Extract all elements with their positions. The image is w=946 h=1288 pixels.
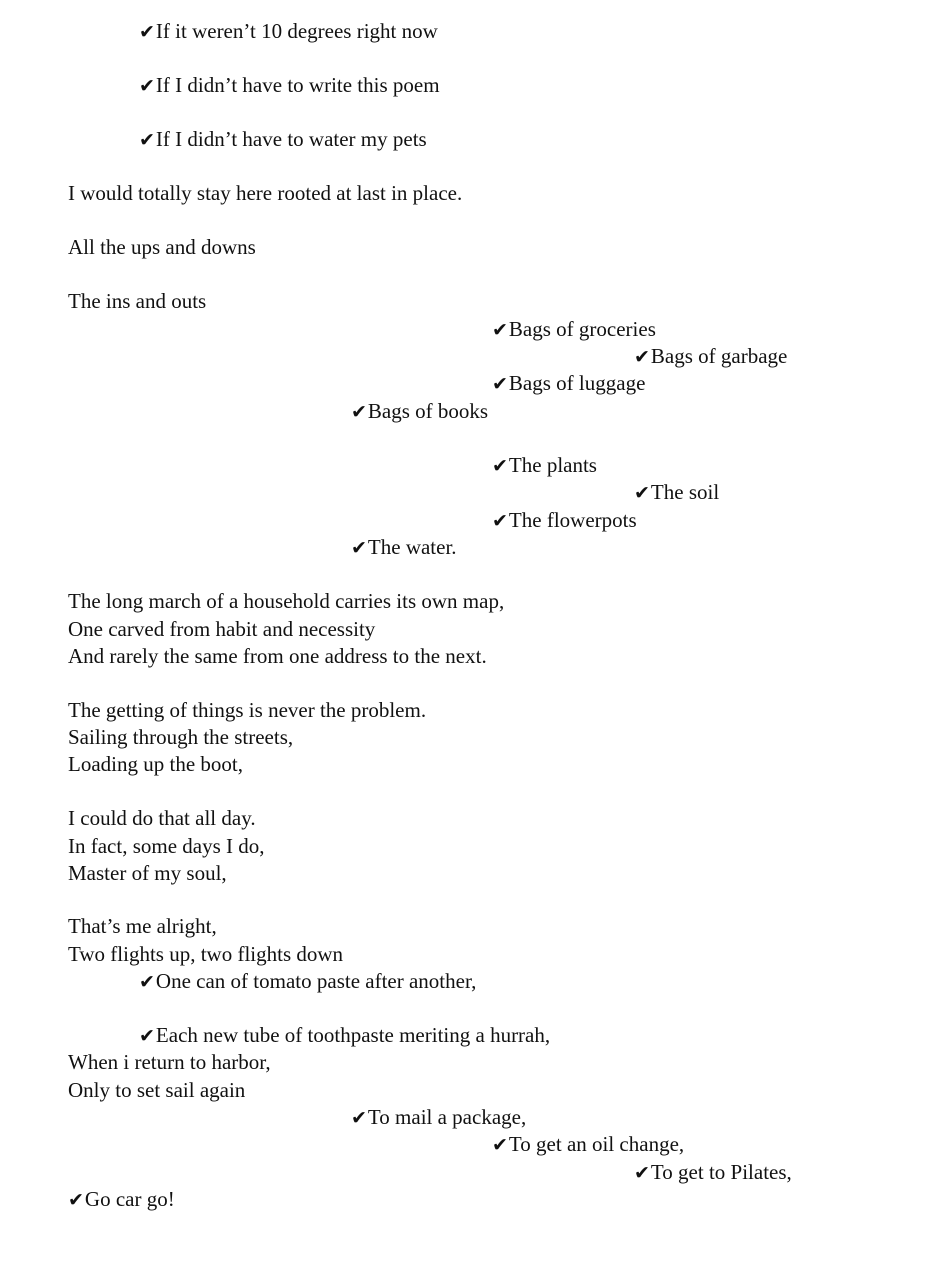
poem-line: [68, 291, 206, 312]
poem-line: [492, 1134, 684, 1155]
poem-line: [68, 619, 375, 640]
poem-line: [634, 346, 787, 367]
poem-line: [68, 646, 487, 667]
poem-line: [68, 863, 227, 884]
poem-line: [68, 237, 256, 258]
poem-line: [492, 373, 645, 394]
checkmark-icon: ✔: [492, 510, 508, 532]
poem-line-text: If I didn’t have to water my pets: [155, 127, 427, 151]
poem-line-text: One carved from habit and necessity: [68, 617, 376, 641]
poem-line: [634, 482, 719, 503]
checkmark-icon: ✔: [492, 455, 508, 477]
poem-line: [139, 75, 440, 96]
poem-line-text: Bags of luggage: [508, 371, 646, 395]
poem-line-text: All the ups and downs: [68, 235, 256, 259]
checkmark-icon: ✔: [351, 537, 367, 559]
poem-line-text: The flowerpots: [508, 508, 637, 532]
checkmark-icon: ✔: [139, 971, 155, 993]
poem-line-text: The soil: [650, 480, 720, 504]
poem-line-text: To mail a package,: [367, 1105, 527, 1129]
poem-line-text: And rarely the same from one address to the next.: [68, 644, 487, 668]
poem-line-text: Bags of garbage: [650, 344, 788, 368]
poem-line-text: Only to set sail again: [68, 1078, 246, 1102]
poem-line-text: The getting of things is never the problem.: [68, 698, 427, 722]
checkmark-icon: ✔: [139, 129, 155, 151]
poem-line: [351, 537, 457, 558]
poem-line-text: I would totally stay here rooted at last in place.: [68, 181, 463, 205]
poem-line: [351, 401, 488, 422]
poem-line-text: I could do that all day.: [68, 806, 256, 830]
poem-line-text: To get an oil change,: [508, 1132, 685, 1156]
checkmark-icon: ✔: [139, 21, 155, 43]
poem-line-text: Two flights up, two flights down: [68, 942, 344, 966]
poem-line: [492, 319, 656, 340]
poem-line: [68, 836, 265, 857]
poem-line-text: Loading up the boot,: [68, 752, 243, 776]
checkmark-icon: ✔: [634, 482, 650, 504]
poem-line: [68, 1052, 271, 1073]
poem-line: [634, 1162, 792, 1183]
checkmark-icon: ✔: [492, 1134, 508, 1156]
poem-line-text: One can of tomato paste after another,: [155, 969, 477, 993]
poem-line: [68, 727, 293, 748]
poem-line-text: Sailing through the streets,: [68, 725, 294, 749]
poem-line-text: To get to Pilates,: [650, 1160, 792, 1184]
poem-line: [68, 1189, 175, 1210]
poem-line: [139, 1025, 550, 1046]
poem-line-text: If it weren’t 10 degrees right now: [155, 19, 438, 43]
poem-line-text: When i return to harbor,: [68, 1050, 271, 1074]
poem-line: [68, 916, 217, 937]
checkmark-icon: ✔: [351, 401, 367, 423]
poem-line-text: That’s me alright,: [68, 914, 217, 938]
poem-line-text: Master of my soul,: [68, 861, 227, 885]
poem-line-text: Bags of groceries: [508, 317, 656, 341]
checkmark-icon: ✔: [634, 1162, 650, 1184]
poem-line: [68, 591, 504, 612]
poem-line: [68, 183, 462, 204]
poem-line: [68, 754, 243, 775]
poem-line: [139, 971, 476, 992]
checkmark-icon: ✔: [492, 319, 508, 341]
poem-line: [492, 510, 637, 531]
checkmark-icon: ✔: [139, 1025, 155, 1047]
poem-line-text: Each new tube of toothpaste meriting a hurrah,: [155, 1023, 551, 1047]
poem-line-text: The ins and outs: [68, 289, 207, 313]
poem-line: [139, 21, 438, 42]
poem-line-text: The long march of a household carries its own map,: [68, 589, 505, 613]
poem-line-text: In fact, some days I do,: [68, 834, 265, 858]
checkmark-icon: ✔: [139, 75, 155, 97]
poem-line-text: Bags of books: [367, 399, 489, 423]
poem-line: [68, 944, 343, 965]
poem-line: [68, 1080, 245, 1101]
checkmark-icon: ✔: [492, 373, 508, 395]
poem-line: [68, 808, 256, 829]
checkmark-icon: ✔: [351, 1107, 367, 1129]
checkmark-icon: ✔: [634, 346, 650, 368]
checkmark-icon: ✔: [68, 1189, 84, 1211]
poem-line-text: If I didn’t have to write this poem: [155, 73, 440, 97]
poem-line: [139, 129, 427, 150]
poem-line-text: The water.: [367, 535, 457, 559]
poem-line-text: The plants: [508, 453, 597, 477]
poem-line: [492, 455, 597, 476]
poem-line-text: Go car go!: [84, 1187, 175, 1211]
poem-line: [68, 700, 426, 721]
poem-line: [351, 1107, 526, 1128]
